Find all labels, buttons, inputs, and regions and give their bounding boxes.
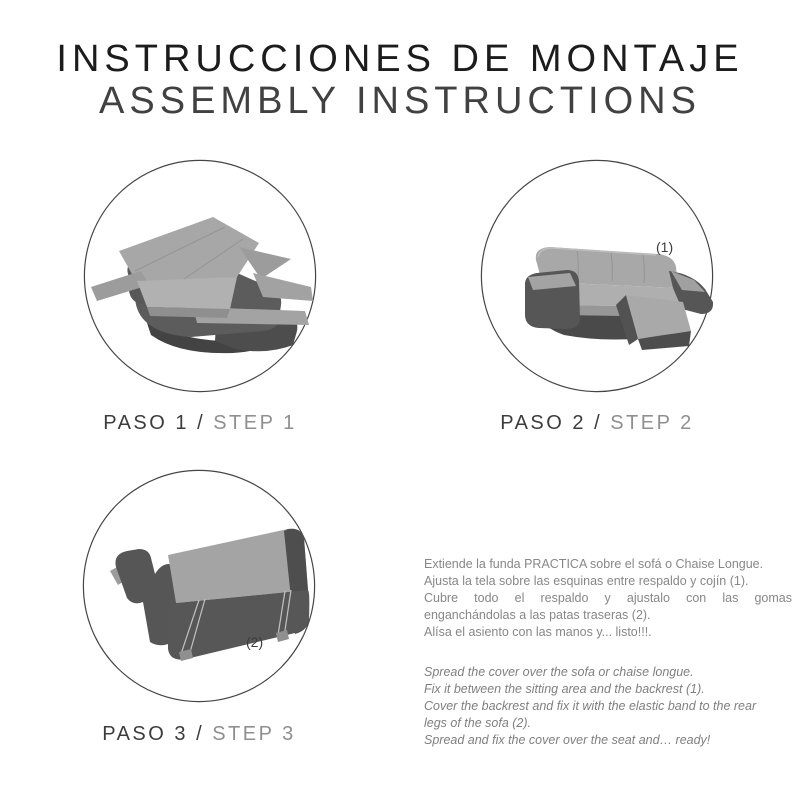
sofa-rear-elastic-icon xyxy=(82,469,316,703)
instructions-english xyxy=(424,664,792,749)
instruction-line: Spread the cover over the sofa or chaise longue. xyxy=(424,665,694,679)
step1-label-en: STEP 1 xyxy=(213,412,297,434)
step3-label-divider: / xyxy=(196,723,205,745)
instruction-line: legs of the sofa (2). xyxy=(424,716,532,730)
step2-label-divider: / xyxy=(594,412,603,434)
step1-label-divider: / xyxy=(197,412,206,434)
instruction-line: Spread and fix the cover over the seat and… ready! xyxy=(424,733,711,747)
step1-label xyxy=(83,412,317,435)
step3-label xyxy=(82,723,316,746)
page-title: INSTRUCCIONES DE MONTAJE xyxy=(56,38,744,80)
instruction-line: Alísa el asiento con las manos y... listo!!!. xyxy=(424,625,652,639)
annotation-1: (1) xyxy=(656,239,674,255)
step2-illustration xyxy=(480,159,714,393)
step1-illustration xyxy=(83,159,317,393)
step2-label-en: STEP 2 xyxy=(610,412,694,434)
sofa-cover-spread-icon xyxy=(83,159,317,393)
annotation-2: (2) xyxy=(246,634,264,650)
instruction-line: Fix it between the sitting area and the backrest (1). xyxy=(424,682,705,696)
step2-label xyxy=(480,412,714,435)
instructions-text-block xyxy=(424,556,792,749)
step3-illustration xyxy=(82,469,316,703)
instruction-line: Ajusta la tela sobre las esquinas entre respaldo y cojín (1). xyxy=(424,574,749,588)
step3-label-en: STEP 3 xyxy=(212,723,296,745)
instruction-line: Extiende la funda PRACTICA sobre el sofá o Chaise Longue. xyxy=(424,557,764,571)
instructions-spanish xyxy=(424,556,792,641)
step3-label-es: PASO 3 xyxy=(102,723,189,745)
instruction-line: Cover the backrest and fix it with the elastic band to the rear xyxy=(424,699,757,713)
page-subtitle: ASSEMBLY INSTRUCTIONS xyxy=(99,80,701,122)
step1-label-es: PASO 1 xyxy=(103,412,190,434)
instruction-line: enganchándolas a las patas traseras (2). xyxy=(424,608,651,622)
sofa-covered-icon xyxy=(480,159,714,393)
instruction-line: Cubre todo el respaldo y ajustalo con las gomas xyxy=(424,591,792,605)
step2-label-es: PASO 2 xyxy=(500,412,587,434)
